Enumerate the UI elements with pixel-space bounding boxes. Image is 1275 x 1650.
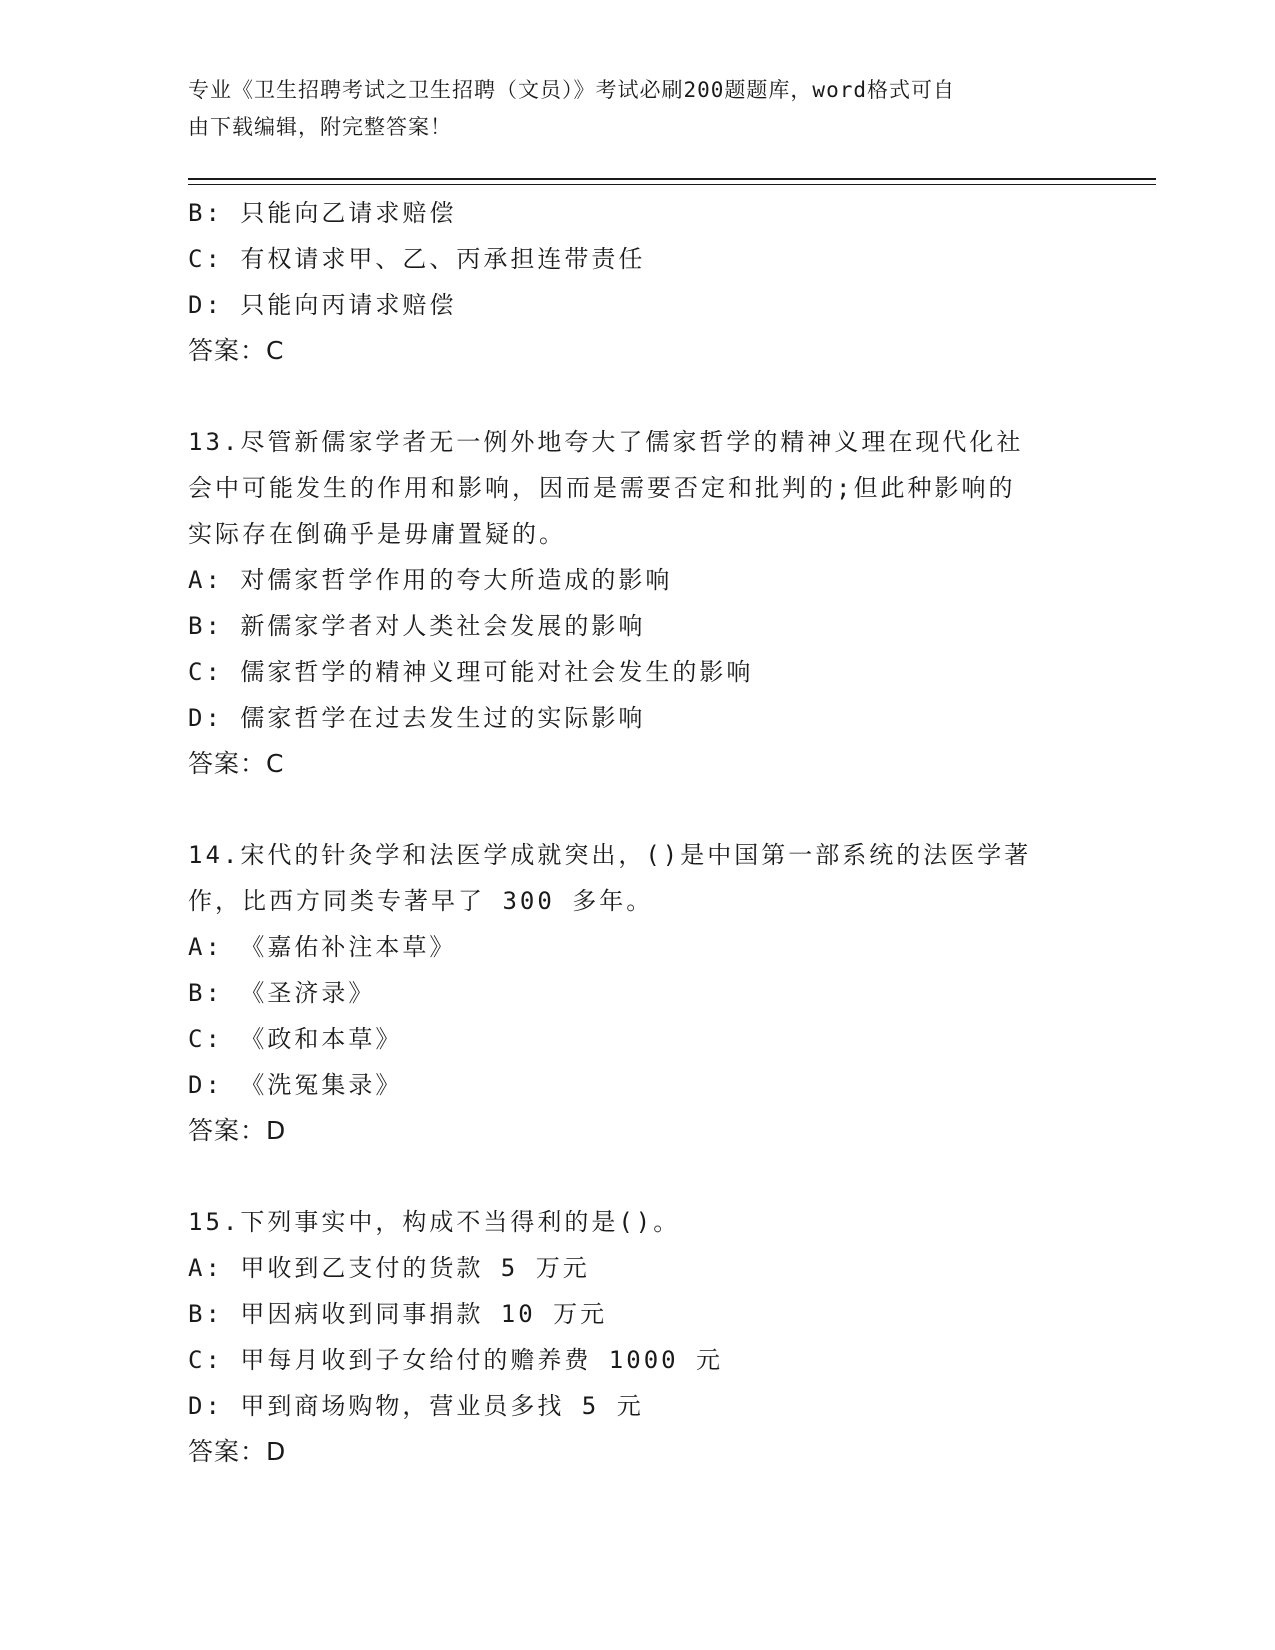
spacer (188, 1154, 1088, 1199)
header-line-2: 由下载编辑，附完整答案！ (188, 115, 452, 139)
option-d: D: 只能向丙请求赔偿 (188, 291, 457, 319)
option-c: C: 有权请求甲、乙、丙承担连带责任 (188, 245, 646, 273)
spacer (188, 787, 1088, 832)
option-c: C: 《政和本草》 (188, 1025, 403, 1053)
question-15 (188, 1199, 1088, 1475)
option-d: D: 儒家哲学在过去发生过的实际影响 (188, 704, 646, 732)
question-text-line: 15.下列事实中，构成不当得利的是()。 (188, 1208, 681, 1236)
document-header (188, 72, 1068, 146)
header-rule-thin (188, 184, 1156, 185)
header-rule-thick (188, 178, 1156, 180)
option-d: D: 《洗冤集录》 (188, 1071, 403, 1099)
question-text-line: 会中可能发生的作用和影响，因而是需要否定和批判的;但此种影响的 (188, 474, 1016, 502)
option-b: B: 新儒家学者对人类社会发展的影响 (188, 612, 646, 640)
option-b: B: 只能向乙请求赔偿 (188, 199, 457, 227)
answer: 答案：C (188, 336, 285, 365)
question-14 (188, 832, 1088, 1154)
spacer (188, 374, 1088, 419)
option-b: B: 甲因病收到同事捐款 10 万元 (188, 1300, 608, 1328)
option-c: C: 甲每月收到子女给付的赡养费 1000 元 (188, 1346, 724, 1374)
question-text-line: 14.宋代的针灸学和法医学成就突出，()是中国第一部系统的法医学著 (188, 841, 1032, 869)
question-list (188, 190, 1088, 1475)
option-d: D: 甲到商场购物，营业员多找 5 元 (188, 1392, 644, 1420)
question-text-line: 作，比西方同类专著早了 300 多年。 (188, 887, 654, 915)
option-a: A: 《嘉佑补注本草》 (188, 933, 457, 961)
question-text-line: 实际存在倒确乎是毋庸置疑的。 (188, 520, 566, 548)
header-line-1: 专业《卫生招聘考试之卫生招聘（文员）》考试必刷200题题库，word格式可自 (188, 78, 955, 102)
option-b: B: 《圣济录》 (188, 979, 376, 1007)
answer: 答案：D (188, 1116, 287, 1145)
option-c: C: 儒家哲学的精神义理可能对社会发生的影响 (188, 658, 754, 686)
answer: 答案：D (188, 1437, 287, 1466)
answer: 答案：C (188, 749, 285, 778)
question-text-line: 13.尽管新儒家学者无一例外地夸大了儒家哲学的精神义理在现代化社 (188, 428, 1024, 456)
option-a: A: 甲收到乙支付的货款 5 万元 (188, 1254, 590, 1282)
option-a: A: 对儒家哲学作用的夸大所造成的影响 (188, 566, 673, 594)
question-13 (188, 419, 1088, 787)
question-12-tail (188, 190, 1088, 374)
